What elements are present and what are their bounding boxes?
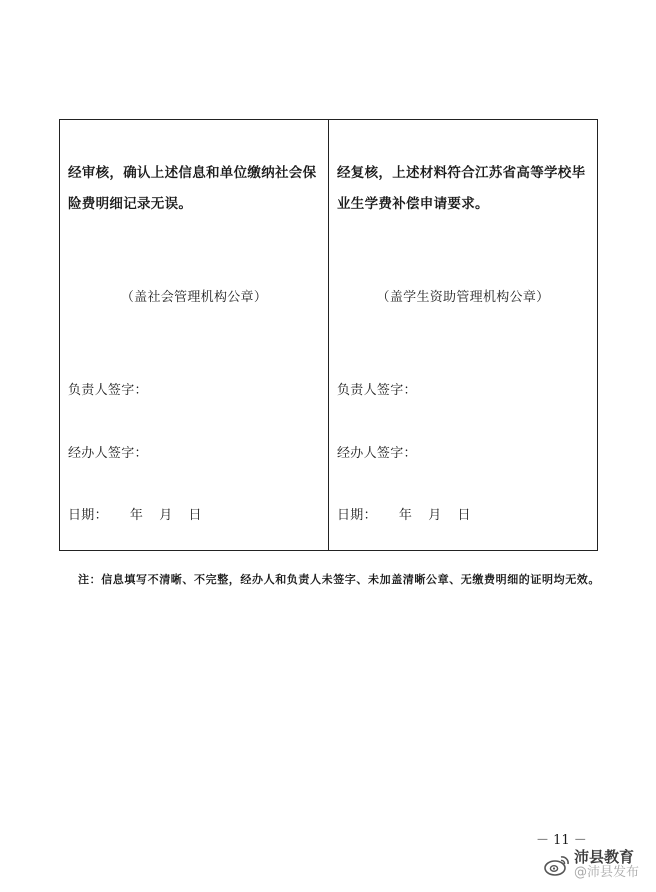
footnote: 注：信息填写不清晰、不完整，经办人和负责人未签字、未加盖清晰公章、无缴费明细的证明均无效。 [78, 573, 600, 586]
date-month: 月 [428, 508, 442, 523]
date-year: 年 [398, 508, 413, 523]
approval-table [59, 119, 598, 551]
handler-signature-label: 经办人签字： [68, 446, 148, 461]
date-day: 日 [457, 508, 471, 523]
review-statement: 经复核，上述材料符合江苏省高等学校毕业生学费补偿申请要求。 [337, 165, 586, 212]
student-aid-review-cell [329, 120, 597, 550]
page-number: － 11 － [536, 833, 587, 848]
watermark-main-text: 沛县教育 [574, 848, 635, 866]
watermark [544, 848, 639, 882]
date-year: 年 [129, 508, 144, 523]
date-day: 日 [188, 508, 202, 523]
date-line [68, 504, 202, 523]
responsible-signature-label: 负责人签字： [68, 383, 148, 398]
date-month: 月 [159, 508, 173, 523]
social-security-review-cell [60, 120, 329, 550]
weibo-icon [544, 854, 570, 876]
review-statement: 经审核，确认上述信息和单位缴纳社会保险费明细记录无误。 [68, 165, 317, 212]
date-label: 日期： [337, 508, 377, 523]
seal-label: （盖学生资助管理机构公章） [376, 290, 550, 305]
responsible-signature-label: 负责人签字： [337, 383, 417, 398]
handler-signature-label: 经办人签字： [337, 446, 417, 461]
seal-label: （盖社会管理机构公章） [120, 290, 268, 305]
date-label: 日期： [68, 508, 108, 523]
watermark-sub-text: @沛县发布 [574, 865, 640, 880]
date-line [337, 504, 471, 523]
